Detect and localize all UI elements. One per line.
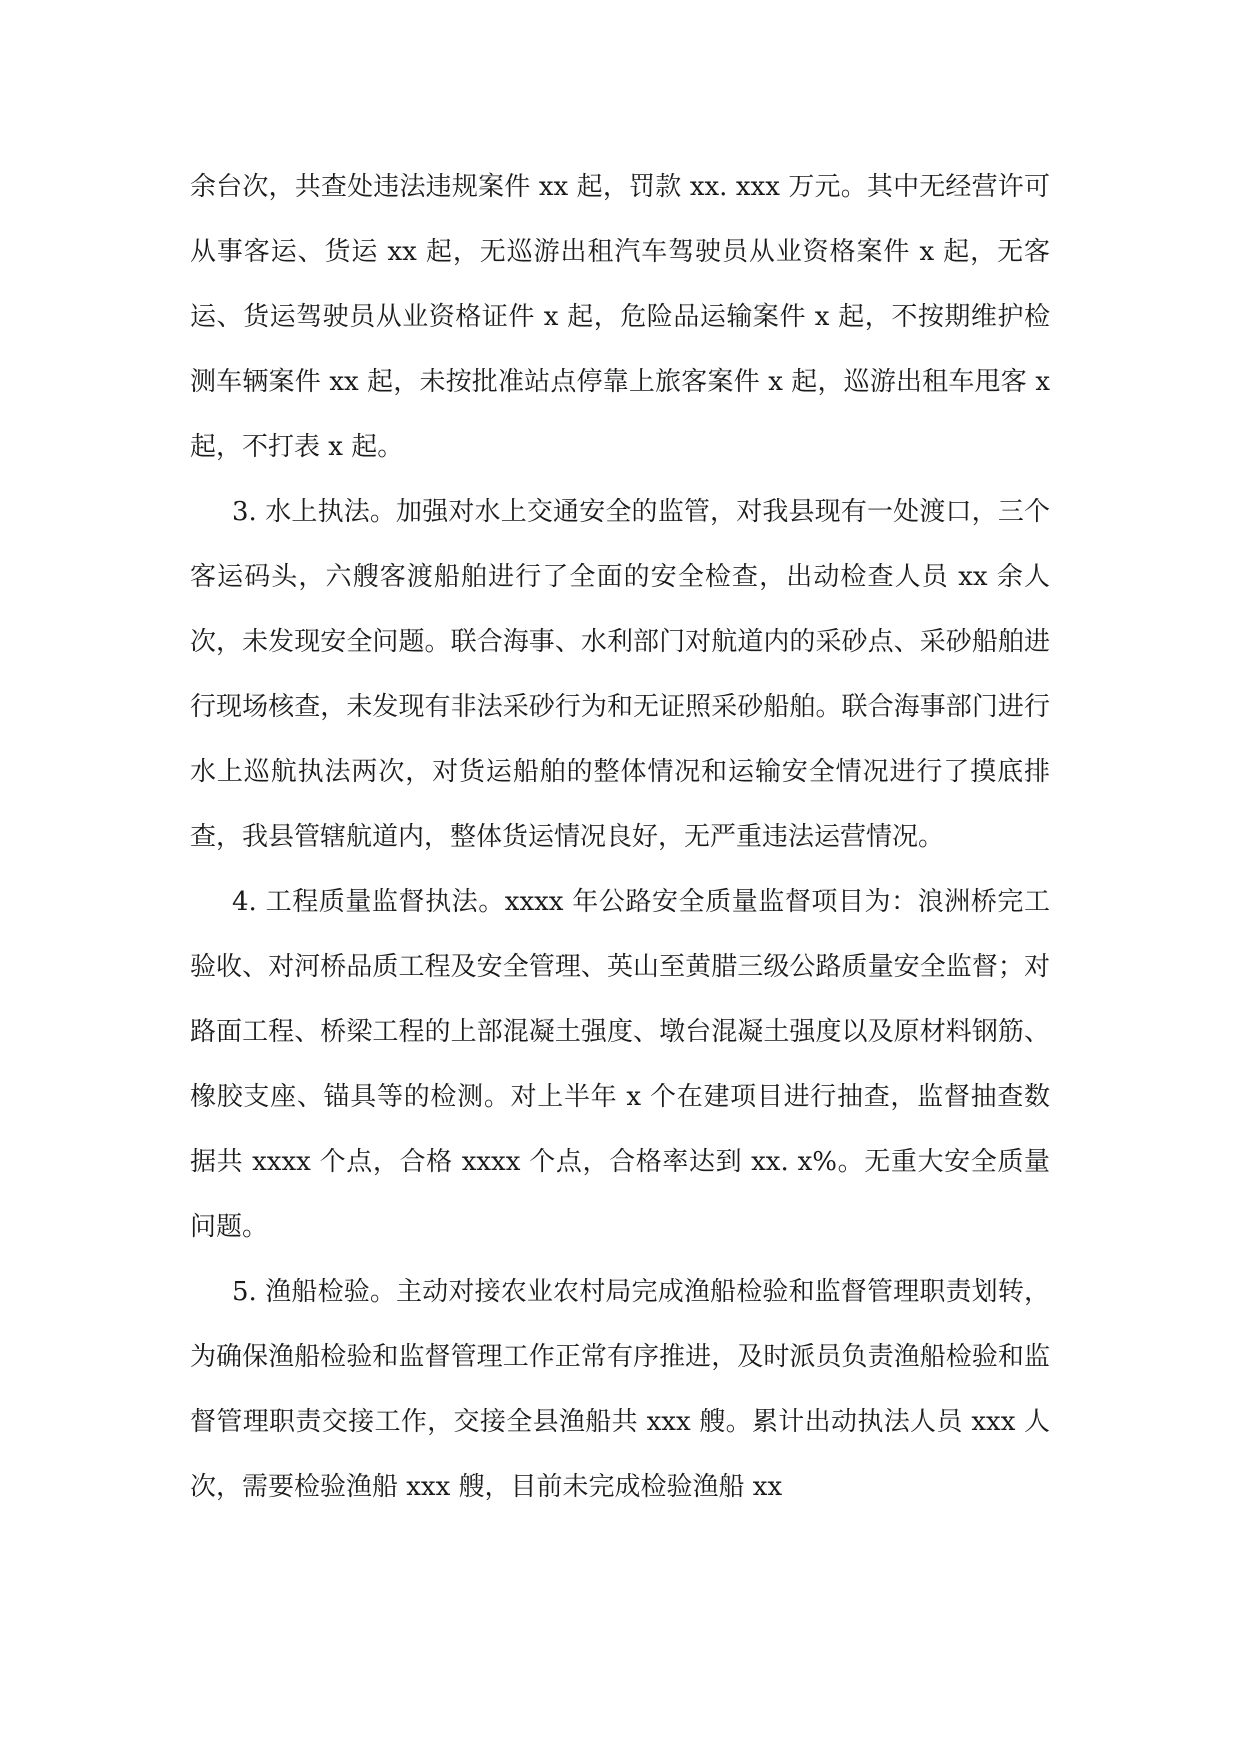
paragraph-fishing-boat: 5. 渔船检验。主动对接农业农村局完成渔船检验和监督管理职责划转，为确保渔船检验和监督管理工作正常有序推进，及时派员负责渔船检验和监督管理职责交接工作，交接全县渔船共 xxx 艘。累计出动执法人员 xxx 人次，需要检验渔船 xxx 艘，目前未完成检验渔船 xx xyxy=(190,1277,1050,1502)
document-body xyxy=(190,155,1050,1520)
paragraph-continued: 余台次，共查处违法违规案件 xx 起，罚款 xx. xxx 万元。其中无经营许可从事客运、货运 xx 起，无巡游出租汽车驾驶员从业资格案件 x 起，无客运、货运驾驶员从业资格证件 x 起，危险品运输案件 x 起，不按期维护检测车辆案件 xx 起，未按批准站点停靠上旅客案件 x 起，巡游出租车甩客 x 起，不打表 x 起。 xyxy=(190,172,1050,462)
paragraph-quality-supervision: 4. 工程质量监督执法。xxxx 年公路安全质量监督项目为：浪洲桥完工验收、对河桥品质工程及安全管理、英山至黄腊三级公路质量安全监督；对路面工程、桥梁工程的上部混凝土强度、墩台混凝土强度以及原材料钢筋、橡胶支座、锚具等的检测。对上半年 x 个在建项目进行抽查，监督抽查数据共 xxxx 个点，合格 xxxx 个点，合格率达到 xx. x%。无重大安全质量问题。 xyxy=(190,887,1050,1242)
paragraph-water-enforcement: 3. 水上执法。加强对水上交通安全的监管，对我县现有一处渡口，三个客运码头，六艘客渡船舶进行了全面的安全检查，出动检查人员 xx 余人次，未发现安全问题。联合海事、水利部门对航道内的采砂点、采砂船舶进行现场核查，未发现有非法采砂行为和无证照采砂船舶。联合海事部门进行水上巡航执法两次，对货运船舶的整体情况和运输安全情况进行了摸底排查，我县管辖航道内，整体货运情况良好，无严重违法运营情况。 xyxy=(190,497,1050,852)
